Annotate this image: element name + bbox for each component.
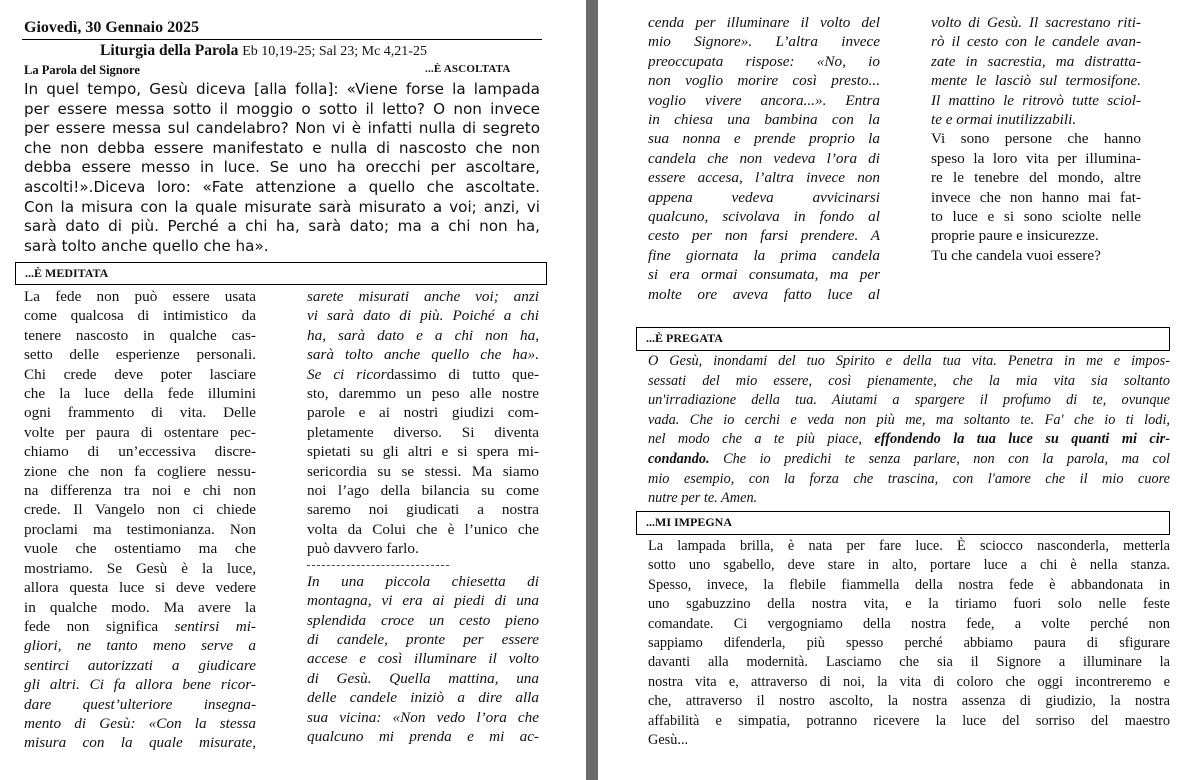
right-page: [598, 0, 1186, 780]
meditata-line: che la luce della fede illumini: [24, 385, 256, 403]
story-line: mio Signore». L’altra invece: [648, 33, 880, 51]
meditata-line: chiamo di un’eccessiva discre-: [24, 443, 256, 461]
left-page: [0, 0, 586, 780]
meditata-column-1: [24, 287, 256, 753]
story-line: to luce e si sono sciolte nelle: [931, 208, 1141, 226]
story-line: montagna, vi era ai piedi di una: [307, 592, 539, 610]
story-line: qualcuno, scivolava in fondo al: [648, 208, 880, 226]
meditata-line: sto, daremmo un peso alle nostre: [307, 385, 539, 403]
meditata-line: volta da Colui che è l’unico che: [307, 520, 539, 538]
story-column-2: [931, 13, 1141, 265]
gospel-line: debba essere messo in luce. Se uno ha orecchi per ascoltare,: [24, 158, 540, 177]
story-line: splendida croce un cesto pieno: [307, 611, 539, 629]
meditata-line: saremo noi giudicati a nostra: [307, 501, 539, 519]
meditata-line: fede non significa sentirsi mi-: [24, 617, 256, 635]
story-line: in chiesa una bambina con la: [648, 111, 880, 129]
story-line: zate in sacrestia, ma distratta-: [931, 52, 1141, 70]
meditata-line: gli altri. Ci fa allora bene ricor-: [24, 676, 256, 694]
meditata-line: spietati su gli altri e si spera mi-: [307, 443, 539, 461]
story-line: re le tenebre del mondo, altre: [931, 169, 1141, 187]
gospel-line: In quel tempo, Gesù diceva [alla folla]: «Viene forse la lampada: [24, 80, 540, 98]
meditata-line: vuole che ostentiamo ma che: [24, 540, 256, 558]
story-line: molte ore aveva fatto luce al: [648, 285, 880, 303]
gospel-line: sarà dato di più. Perché a chi ha, sarà dato; ma a chi non ha,: [24, 217, 540, 236]
meditata-line: noi l’ago della bilancia su come: [307, 482, 539, 500]
story-line: delle candele iniziò a dire alla: [307, 689, 539, 707]
impegna-line: sappiamo difenderla, più spesso perché abbiamo paura di sfigurare: [648, 635, 1170, 652]
impegna-line: comandate. Ci vergogniamo della nostra fede, a volte perché non: [648, 615, 1170, 632]
story-line: In una piccola chiesetta di: [307, 572, 539, 590]
meditata-line: come qualcosa di intimistico da: [24, 307, 256, 325]
gospel-text: [24, 80, 540, 256]
story-line: di Gesù. Quella mattina, una: [307, 669, 539, 687]
story-line: candela che non vedeva l’ora di: [648, 149, 880, 167]
header-rule: [22, 39, 542, 40]
story-line: preoccupata rispose: «No, io: [648, 52, 880, 70]
story-line: non voglio morire così presto...: [648, 72, 880, 90]
listened-label: ...È ASCOLTATA: [425, 63, 511, 75]
dashed-separator: [307, 565, 449, 566]
story-line: Vi sono persone che hanno: [931, 130, 1141, 148]
liturgy-title-line: [100, 42, 427, 60]
meditata-line: parole e ai nostri giudizi com-: [307, 404, 539, 422]
gospel-line: ascolti!».Diceva loro: «Fate attenzione a quello che ascoltate.: [24, 177, 540, 196]
meditata-line: ogni frammento di vita. Delle: [24, 404, 256, 422]
prayer-line: sessati del mio essere, così pienamente, che la mia vita sia soltanto: [648, 372, 1170, 389]
story-line: essere accesa, l’altra invece non: [648, 169, 880, 187]
story-line: rò il cesto con le candele avan-: [931, 33, 1141, 51]
story-line: proprie paure e insicurezze.: [931, 227, 1099, 245]
impegna-line: che, attraverso il nostro ascolto, la nostra assenza di giudizio, la nostra: [648, 693, 1170, 710]
meditata-line: setto delle esperienze personali.: [24, 346, 256, 364]
meditata-line: Se ci ricordassimo di tutto que-: [307, 365, 539, 383]
meditata-line: proclami ma testimonianza. Non: [24, 520, 256, 538]
story-line: cenda per illuminare il volto del: [648, 14, 880, 31]
meditata-line: pletamente diverso. Si diventa: [307, 423, 539, 441]
story-column-1: [648, 13, 880, 304]
meditata-line: vi sarà dato di più. Poiché a chi: [307, 307, 539, 325]
meditata-line: volte per paura di ostentare pec-: [24, 423, 256, 441]
impegna-line: Gesù...: [648, 732, 689, 749]
gospel-line: che non debba essere manifestato e nulla di nascosto che non: [24, 138, 540, 157]
impegna-line: davanti alla modernità. Lasciamo che sia il Signore a illuminare la: [648, 654, 1170, 671]
story-line: mente le lasciò sul termosifone.: [931, 72, 1141, 90]
story-line: accese e così illuminare il volto: [307, 650, 539, 668]
gospel-line: per essere messa sul candelabro? Non vi è infatti nulla di segreto: [24, 119, 540, 138]
meditata-line: dare quest’ulteriore insegna-: [24, 695, 256, 713]
prayer-line: nutre per te. Amen.: [648, 490, 758, 507]
prayer-text: [648, 352, 1170, 509]
story-line: te e ormai inutilizzabili.: [931, 111, 1077, 129]
impegna-text: [648, 537, 1170, 750]
readings: Eb 10,19-25; Sal 23; Mc 4,21-25: [242, 44, 427, 59]
meditata-line: sericordia su se stessi. Ma siamo: [307, 462, 539, 480]
meditata-column-2: [307, 287, 539, 746]
story-line: appena vedeva avvicinarsi: [648, 188, 880, 206]
story-line: Il mattino le ritrovò tutte sciol-: [931, 91, 1141, 109]
prayer-line: condando. Che io predichi te senza parlare, non con la parola, ma col: [648, 450, 1170, 467]
meditata-line: crede. Il Vangelo non ci chiede: [24, 501, 256, 519]
meditata-line: na differenza tra noi e chi non: [24, 482, 256, 500]
meditata-line: può davvero farlo.: [307, 540, 419, 558]
impegna-line: Spesso, invece, la flebile fiammella della nostra fede è abbandonata in: [648, 576, 1170, 593]
story-line: speso la loro vita per illumina-: [931, 149, 1141, 167]
meditata-line: sarà tolto anche quello che ha».: [307, 346, 539, 364]
liturgy-title: Liturgia della Parola: [100, 42, 239, 59]
meditata-line: ha, sarà dato e a chi non ha,: [307, 326, 539, 344]
prayer-bold-phrase: effondendo la tua luce su quanti mi cir-: [874, 431, 1170, 448]
meditata-line: allora questa luce si deve vedere: [24, 579, 256, 597]
gospel-line: per essere messa sotto il moggio o sotto il letto? O non invece: [24, 99, 540, 118]
impegna-line: uno sgabuzzino della nostra vita, e la tiriamo fuori solo nelle feste: [648, 596, 1170, 613]
meditata-line: gliori, ne tanto meno serve a: [24, 637, 256, 655]
impegna-line: La lampada brilla, è nata per fare luce. È sciocco nasconderla, metterla: [648, 538, 1170, 554]
meditata-line: mostriamo. Se Gesù è la luce,: [24, 559, 256, 577]
impegna-heading: ...MI IMPEGNA: [636, 511, 1170, 535]
meditata-line: Chi crede deve poter lasciare: [24, 365, 256, 383]
story-line: qualcuno mi prenda e mi ac-: [307, 727, 539, 745]
story-line: invece che non hanno mai fat-: [931, 188, 1141, 206]
word-label: La Parola del Signore: [24, 63, 140, 77]
gospel-line: Con la misura con la quale misurate sarà misurato a voi; anzi, vi: [24, 197, 540, 216]
meditata-heading: ...È MEDITATA: [15, 262, 547, 285]
story-line: sua nonna e prende proprio la: [648, 130, 880, 148]
story-line: sua vicina: «Non vedo l’ora che: [307, 708, 539, 726]
impegna-line: sotto uno sgabello, deve stare in alto, portare luce a chi è nella stanza.: [648, 557, 1170, 574]
meditata-line: sarete misurati anche voi; anzi: [307, 288, 539, 305]
pregata-heading: ...È PREGATA: [636, 327, 1170, 351]
gospel-line: sarà tolto anche quello che ha».: [24, 236, 269, 255]
meditata-line: tenere nascosto in qualche cas-: [24, 326, 256, 344]
meditata-line: La fede non può essere usata: [24, 288, 256, 305]
date: Giovedì, 30 Gennaio 2025: [24, 19, 200, 36]
story-line: volto di Gesù. Il sacrestano riti-: [931, 14, 1141, 31]
meditata-line: zione che non fa cogliere nessu-: [24, 462, 256, 480]
story-line: si era ormai consumata, ma per: [648, 266, 880, 284]
story-line: voglio vivere ancora...». Entra: [648, 91, 880, 109]
meditata-line: sentirci autorizzati a giudicare: [24, 656, 256, 674]
prayer-line: nel modo che a te più piace, effondendo la tua luce su quanti mi cir-: [648, 431, 1170, 448]
prayer-line: mio esempio, con la forza che trascina, con l'amore che il mio cuore: [648, 470, 1170, 487]
impegna-line: nostra vita e, attraverso di noi, la vita di coloro che oggi incontreremo e: [648, 673, 1170, 690]
prayer-line: vada. Che io cerchi e veda non più me, ma soltanto te. Fa' che io ti lodi,: [648, 411, 1170, 428]
impegna-line: affabilità e simpatia, potranno ricevere la luce del sorriso del maestro: [648, 712, 1170, 729]
prayer-line: un'irradiazione della tua. Aiutami a spargere il profumo di te, ovunque: [648, 392, 1170, 409]
meditata-line: misura con la quale misurate,: [24, 734, 256, 752]
prayer-line: O Gesù, inondami del tuo Spirito e della tua vita. Penetra in me e impos-: [648, 353, 1170, 369]
story-line: fine giornata la prima candela: [648, 246, 880, 264]
meditata-line: mento di Gesù: «Con la stessa: [24, 714, 256, 732]
story-line: Tu che candela vuoi essere?: [931, 246, 1101, 264]
page-gutter: [586, 0, 598, 780]
meditata-line: in qualche modo. Ma avere la: [24, 598, 256, 616]
story-line: cesto per non farsi prendere. A: [648, 227, 880, 245]
story-line: di candele, pronte per essere: [307, 630, 539, 648]
